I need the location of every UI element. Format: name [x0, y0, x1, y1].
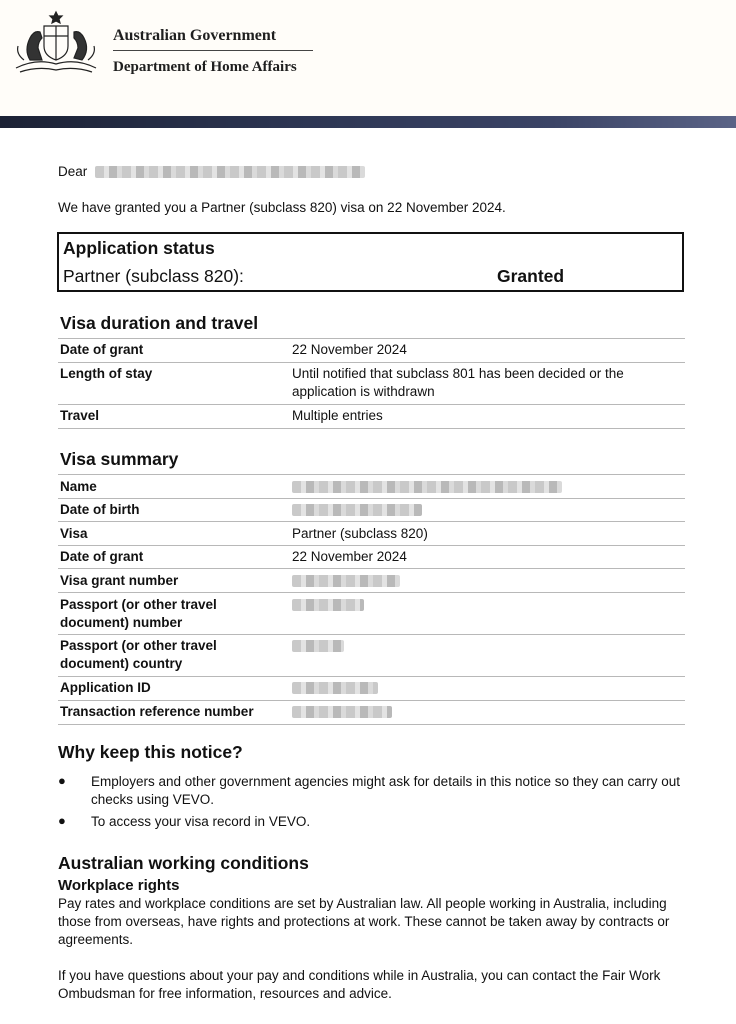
row-value-length-of-stay: Until notified that subclass 801 has been decided or the application is withdrawn [292, 366, 624, 399]
row-label-date-of-grant: Date of grant [60, 342, 144, 357]
redacted-value [292, 504, 422, 516]
status-label: Partner (subclass 820): [63, 266, 244, 286]
row-label-passport-country: Passport (or other travel document) country [60, 638, 217, 671]
row-label-visa: Visa [60, 526, 88, 541]
row-value-date-of-grant: 22 November 2024 [292, 342, 407, 357]
row-label-application-id: Application ID [60, 680, 151, 695]
table-rule [58, 568, 685, 569]
table-rule [58, 498, 685, 499]
row-value-application-id [292, 679, 682, 697]
table-rule [58, 338, 685, 339]
government-title: Australian Government [113, 27, 277, 44]
bullet-icon: ● [58, 813, 66, 828]
keep-item-2: To access your visa record in VEVO. [91, 814, 311, 829]
redacted-name [95, 166, 365, 178]
table-rule [58, 700, 685, 701]
table-rule [58, 592, 685, 593]
table-rule [58, 724, 685, 725]
row-label-visa-grant-number: Visa grant number [60, 573, 179, 588]
row-value-passport-number [292, 596, 682, 614]
row-label-transaction-reference: Transaction reference number [60, 704, 254, 719]
section-heading-working-conditions: Australian working conditions [58, 853, 309, 873]
row-label-length-of-stay: Length of stay [60, 366, 153, 381]
table-rule [58, 634, 685, 635]
row-label-name: Name [60, 479, 97, 494]
salutation-text: Dear [58, 164, 88, 179]
row-value-visa-grant-number [292, 572, 682, 590]
grant-intro: We have granted you a Partner (subclass 820) visa on 22 November 2024. [58, 200, 506, 215]
redacted-value [292, 481, 562, 493]
letterhead-divider [113, 50, 313, 51]
workplace-rights-paragraph: Pay rates and workplace conditions are set by Australian law. All people working in Australia, including those from overseas, have rights and protections at work. These cannot be taken away by contracts or agreements. [58, 896, 670, 947]
section-heading-keep: Why keep this notice? [58, 742, 243, 762]
table-rule [58, 545, 685, 546]
row-value-passport-country [292, 637, 682, 655]
department-name: Department of Home Affairs [113, 59, 297, 75]
redacted-value [292, 599, 364, 611]
redacted-value [292, 682, 378, 694]
table-rule [58, 521, 685, 522]
header-band [0, 116, 736, 128]
row-label-travel: Travel [60, 408, 100, 423]
redacted-value [292, 640, 344, 652]
row-label-passport-number: Passport (or other travel document) number [60, 597, 217, 630]
table-rule [58, 428, 685, 429]
row-value-date-of-birth [292, 501, 682, 519]
table-rule [58, 676, 685, 677]
table-rule [58, 404, 685, 405]
bullet-icon: ● [58, 773, 66, 788]
row-label-date-of-birth: Date of birth [60, 502, 140, 517]
row-value-name [292, 478, 682, 496]
salutation [58, 164, 365, 179]
section-heading-duration: Visa duration and travel [60, 313, 259, 333]
fair-work-paragraph: If you have questions about your pay and conditions while in Australia, you can contact the Fair Work Ombudsman for free information, resources and advice. [58, 968, 661, 1001]
subheading-workplace-rights: Workplace rights [58, 877, 180, 894]
letterhead [0, 0, 736, 116]
row-value-date-of-grant-summary: 22 November 2024 [292, 549, 407, 564]
keep-item-1: Employers and other government agencies might ask for details in this notice so they can carry out checks using VEVO. [91, 774, 681, 807]
status-value: Granted [497, 266, 565, 286]
section-heading-summary: Visa summary [60, 449, 179, 469]
table-rule [58, 362, 685, 363]
coat-of-arms-icon [10, 8, 102, 80]
table-rule [58, 474, 685, 475]
redacted-value [292, 706, 392, 718]
row-value-transaction-reference [292, 703, 682, 721]
redacted-value [292, 575, 400, 587]
row-value-visa: Partner (subclass 820) [292, 526, 428, 541]
row-value-travel: Multiple entries [292, 408, 383, 423]
status-title: Application status [63, 238, 215, 258]
application-status-box [57, 232, 684, 292]
row-label-date-of-grant-summary: Date of grant [60, 549, 144, 564]
